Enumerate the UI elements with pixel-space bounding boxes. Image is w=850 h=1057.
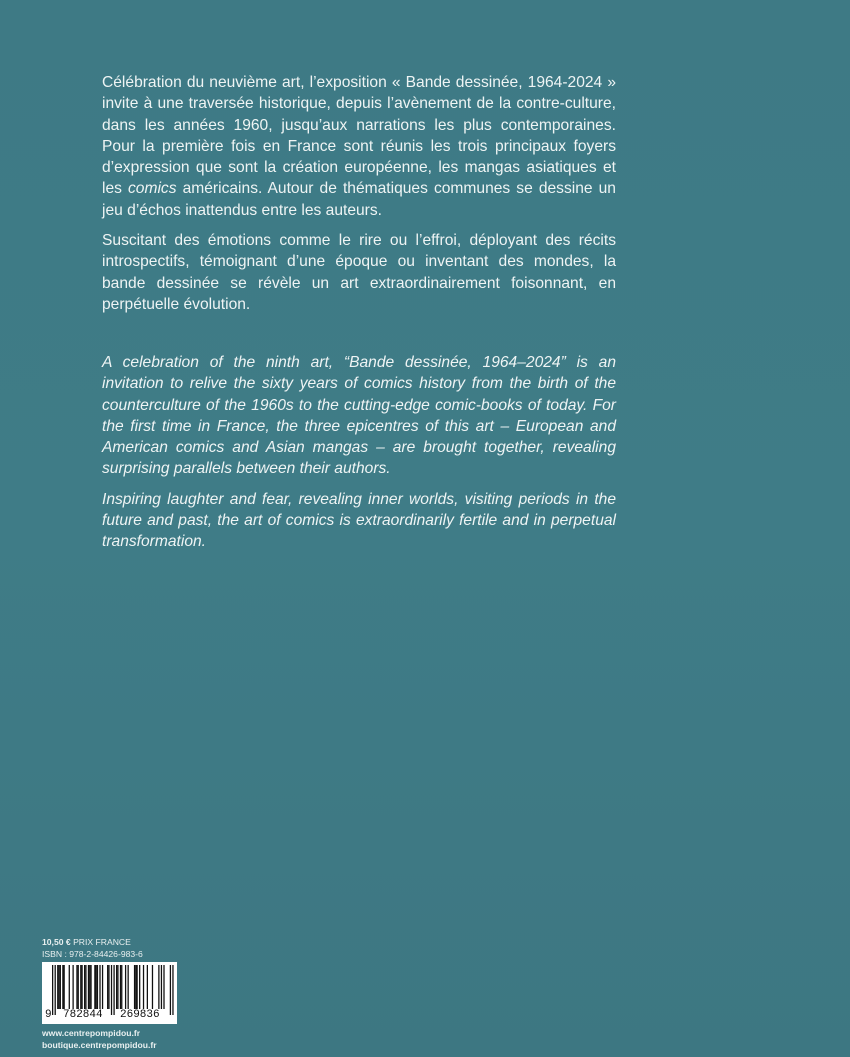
price-value: 10,50 € (42, 937, 71, 947)
price-line (42, 937, 131, 948)
barcode-bar (139, 965, 140, 1009)
barcode-digit-lead: 9 (45, 1009, 52, 1021)
english-paragraph-1: A celebration of the ninth art, “Bande dessinée, 1964–2024” is an invitation to relive the sixty years of comics history from the birth of the counterculture of the 1960s to the cutting-edge comic-books of today. For the first time in France, the three epicentres of this art – European and American comics and Asian mangas – are brought together, revealing surprising parallels between their authors. (102, 354, 616, 478)
barcode-bar (55, 965, 56, 1015)
barcode-bar (89, 965, 90, 1009)
barcode-bar (135, 965, 136, 1009)
barcode-bar (170, 965, 171, 1015)
website-link[interactable]: www.centrepompidou.fr (42, 1028, 141, 1038)
barcode-bar (172, 965, 173, 1015)
barcode-bar (94, 965, 95, 1009)
barcode-bar (117, 965, 118, 1009)
barcode-bar (64, 965, 65, 1009)
barcode-bar (147, 965, 148, 1009)
barcode-bar (84, 965, 85, 1009)
barcode-bar (96, 965, 97, 1009)
barcode-bar (128, 965, 129, 1009)
barcode-bar (121, 965, 122, 1009)
english-paragraph-2: Inspiring laughter and fear, revealing inner worlds, visiting periods in the future and past, the art of comics is extraordinarily fertile and in perpetual transformation. (102, 490, 616, 551)
barcode-bar (81, 965, 82, 1009)
barcode-bar (111, 965, 112, 1015)
french-paragraph-1: Célébration du neuvième art, l’exposition « Bande dessinée, 1964-2024 » invite à une traversée historique, depuis l’avènement de la contre-culture, dans les années 1960, jusqu’aux narrations les plus contemporaines. Pour la première fois en France sont réunis les trois principaux foyers d’expression que sont la création européenne, les mangas asiatiques et les comics américains. Autour de thématiques communes se dessine un jeu d’échos inattendus entre les auteurs. (102, 74, 616, 219)
barcode-bar (57, 965, 58, 1009)
barcode-bar (90, 965, 91, 1009)
barcode-bar (78, 965, 79, 1009)
barcode-bar (134, 965, 135, 1009)
emphasis-comics: comics (128, 180, 177, 198)
barcode-bar (120, 965, 121, 1009)
barcode-bar (80, 965, 81, 1009)
barcode-digits (42, 1009, 177, 1023)
price-label: PRIX FRANCE (73, 937, 131, 947)
isbn-line: ISBN : 978-2-84426-983-6 (42, 949, 143, 959)
barcode-bar (125, 965, 126, 1009)
barcode-bar (161, 965, 162, 1009)
barcode-bar (60, 965, 61, 1009)
barcode-digit-group-right: 269836 (120, 1009, 160, 1021)
barcode-bar (136, 965, 137, 1009)
barcode-bar (99, 965, 100, 1009)
barcode-bar (108, 965, 109, 1009)
barcode-bar (107, 965, 108, 1009)
barcode-bar (143, 965, 144, 1009)
barcode-bar (152, 965, 153, 1009)
isbn-barcode (42, 962, 177, 1024)
barcode-bar (76, 965, 77, 1009)
barcode-bar (69, 965, 70, 1009)
barcode-bar (113, 965, 114, 1015)
barcode-bar (97, 965, 98, 1009)
french-description (102, 72, 616, 324)
barcode-bar (102, 965, 103, 1009)
barcode-bar (62, 965, 63, 1009)
barcode-bar (85, 965, 86, 1009)
barcode-bar (163, 965, 164, 1009)
barcode-bar (52, 965, 53, 1015)
barcode-bar (88, 965, 89, 1009)
french-paragraph-2: Suscitant des émotions comme le rire ou l’effroi, déployant des récits introspectifs, témoignant d’une époque ou inventant des mondes, la bande dessinée se révèle un art extraordinairement foisonnant, en perpétuelle évolution. (102, 232, 616, 313)
english-description (102, 352, 616, 562)
barcode-bar (158, 965, 159, 1009)
barcode-bar (116, 965, 117, 1009)
barcode-digit-group-left: 782844 (63, 1009, 103, 1021)
shop-link[interactable]: boutique.centrepompidou.fr (42, 1040, 157, 1050)
barcode-bar (58, 965, 59, 1009)
barcode-bar (72, 965, 73, 1009)
